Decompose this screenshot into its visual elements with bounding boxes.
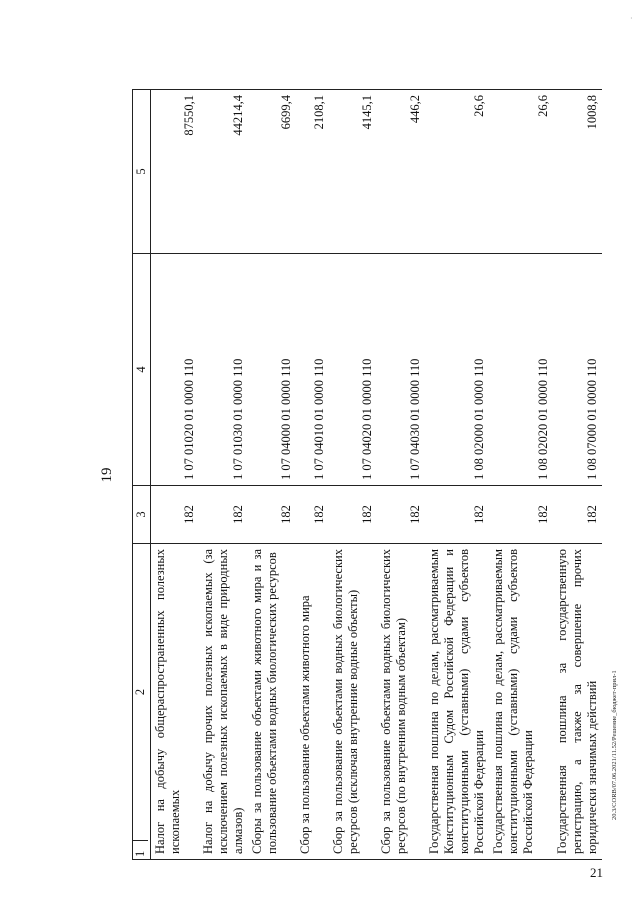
- row-classification-code: 1 08 02020 01 0000 110: [489, 254, 553, 486]
- row-classification-code: 1 08 02000 01 0000 110: [425, 254, 489, 486]
- row-name: Налог на добычу прочих полезных ископаемых (за исключением полезных ископаемых в виде природных алмазов): [199, 544, 248, 860]
- row-admin-code: 182: [425, 486, 489, 544]
- row-name: Сбор за пользование объектами животного мира: [296, 544, 329, 860]
- row-admin-code: 182: [489, 486, 553, 544]
- table-row: [553, 90, 602, 860]
- row-admin-code: 182: [248, 486, 296, 544]
- revenue-table: [132, 89, 602, 860]
- row-amount: 87550,1: [151, 90, 199, 254]
- table-row: [248, 90, 296, 860]
- row-amount: 26,6: [425, 90, 489, 254]
- row-admin-code: 182: [377, 486, 425, 544]
- document-id-stamp: [602, 120, 628, 820]
- row-amount: 44214,4: [199, 90, 248, 254]
- rotated-page-content: [98, 90, 599, 860]
- header-col-5: 5: [133, 90, 151, 254]
- table-row: [151, 90, 199, 860]
- row-name: Сбор за пользование объектами водных биологических ресурсов (по внутренним водным объектам): [377, 544, 425, 860]
- row-admin-code: 182: [329, 486, 377, 544]
- row-name: Налог на добычу общераспространенных полезных ископаемых: [151, 544, 199, 860]
- row-admin-code: 182: [296, 486, 329, 544]
- header-row: [133, 90, 151, 860]
- row-classification-code: 1 07 04010 01 0000 110: [296, 254, 329, 486]
- document-id-text: 20.3/CORB/07.06.2021/11.52/Решение_бюджет-прил-1: [611, 670, 618, 820]
- table-row: [296, 90, 329, 860]
- sheet-number: 19: [99, 467, 115, 483]
- row-admin-code: 182: [151, 486, 199, 544]
- row-amount: 1008,8: [553, 90, 602, 254]
- header-col-2: 2: [133, 688, 147, 696]
- header-cell: [133, 544, 151, 860]
- corner-mark: ·: [630, 14, 633, 23]
- row-amount: 6699,4: [248, 90, 296, 254]
- row-classification-code: 1 07 04020 01 0000 110: [329, 254, 377, 486]
- row-admin-code: 182: [553, 486, 602, 544]
- row-name: Сборы за пользование объектами животного мира и за пользование объектами водных биологических ресурсов: [248, 544, 296, 860]
- row-admin-code: 182: [199, 486, 248, 544]
- header-col-3: 3: [133, 486, 151, 544]
- row-name: Государственная пошлина по делам, рассматриваемым конституционными (уставными) судами субъектов Российской Федерации: [489, 544, 553, 860]
- row-classification-code: 1 07 01030 01 0000 110: [199, 254, 248, 486]
- row-name: Сбор за пользование объектами водных биологических ресурсов (исключая внутренние водные объекты): [329, 544, 377, 860]
- row-name: Государственная пошлина по делам, рассматриваемым Конституционным Судом Российской Федерации и конституционными (уставными) судами субъектов Российской Федерации: [425, 544, 489, 860]
- header-col-4: 4: [133, 254, 151, 486]
- table-row: [329, 90, 377, 860]
- row-classification-code: 1 07 01020 01 0000 110: [151, 254, 199, 486]
- row-classification-code: 1 07 04030 01 0000 110: [377, 254, 425, 486]
- table-row: [199, 90, 248, 860]
- table-row: [489, 90, 553, 860]
- row-amount: 26,6: [489, 90, 553, 254]
- row-amount: 2108,1: [296, 90, 329, 254]
- header-col-1: 1: [133, 840, 148, 859]
- page-number: 21: [590, 865, 603, 880]
- row-amount: 4145,1: [329, 90, 377, 254]
- row-classification-code: 1 08 07000 01 0000 110: [553, 254, 602, 486]
- table-row: [377, 90, 425, 860]
- row-classification-code: 1 07 04000 01 0000 110: [248, 254, 296, 486]
- table-row: [425, 90, 489, 860]
- row-amount: 446,2: [377, 90, 425, 254]
- row-name: Государственная пошлина за государственную регистрацию, а также за совершение прочих юридически значимых действий: [553, 544, 602, 860]
